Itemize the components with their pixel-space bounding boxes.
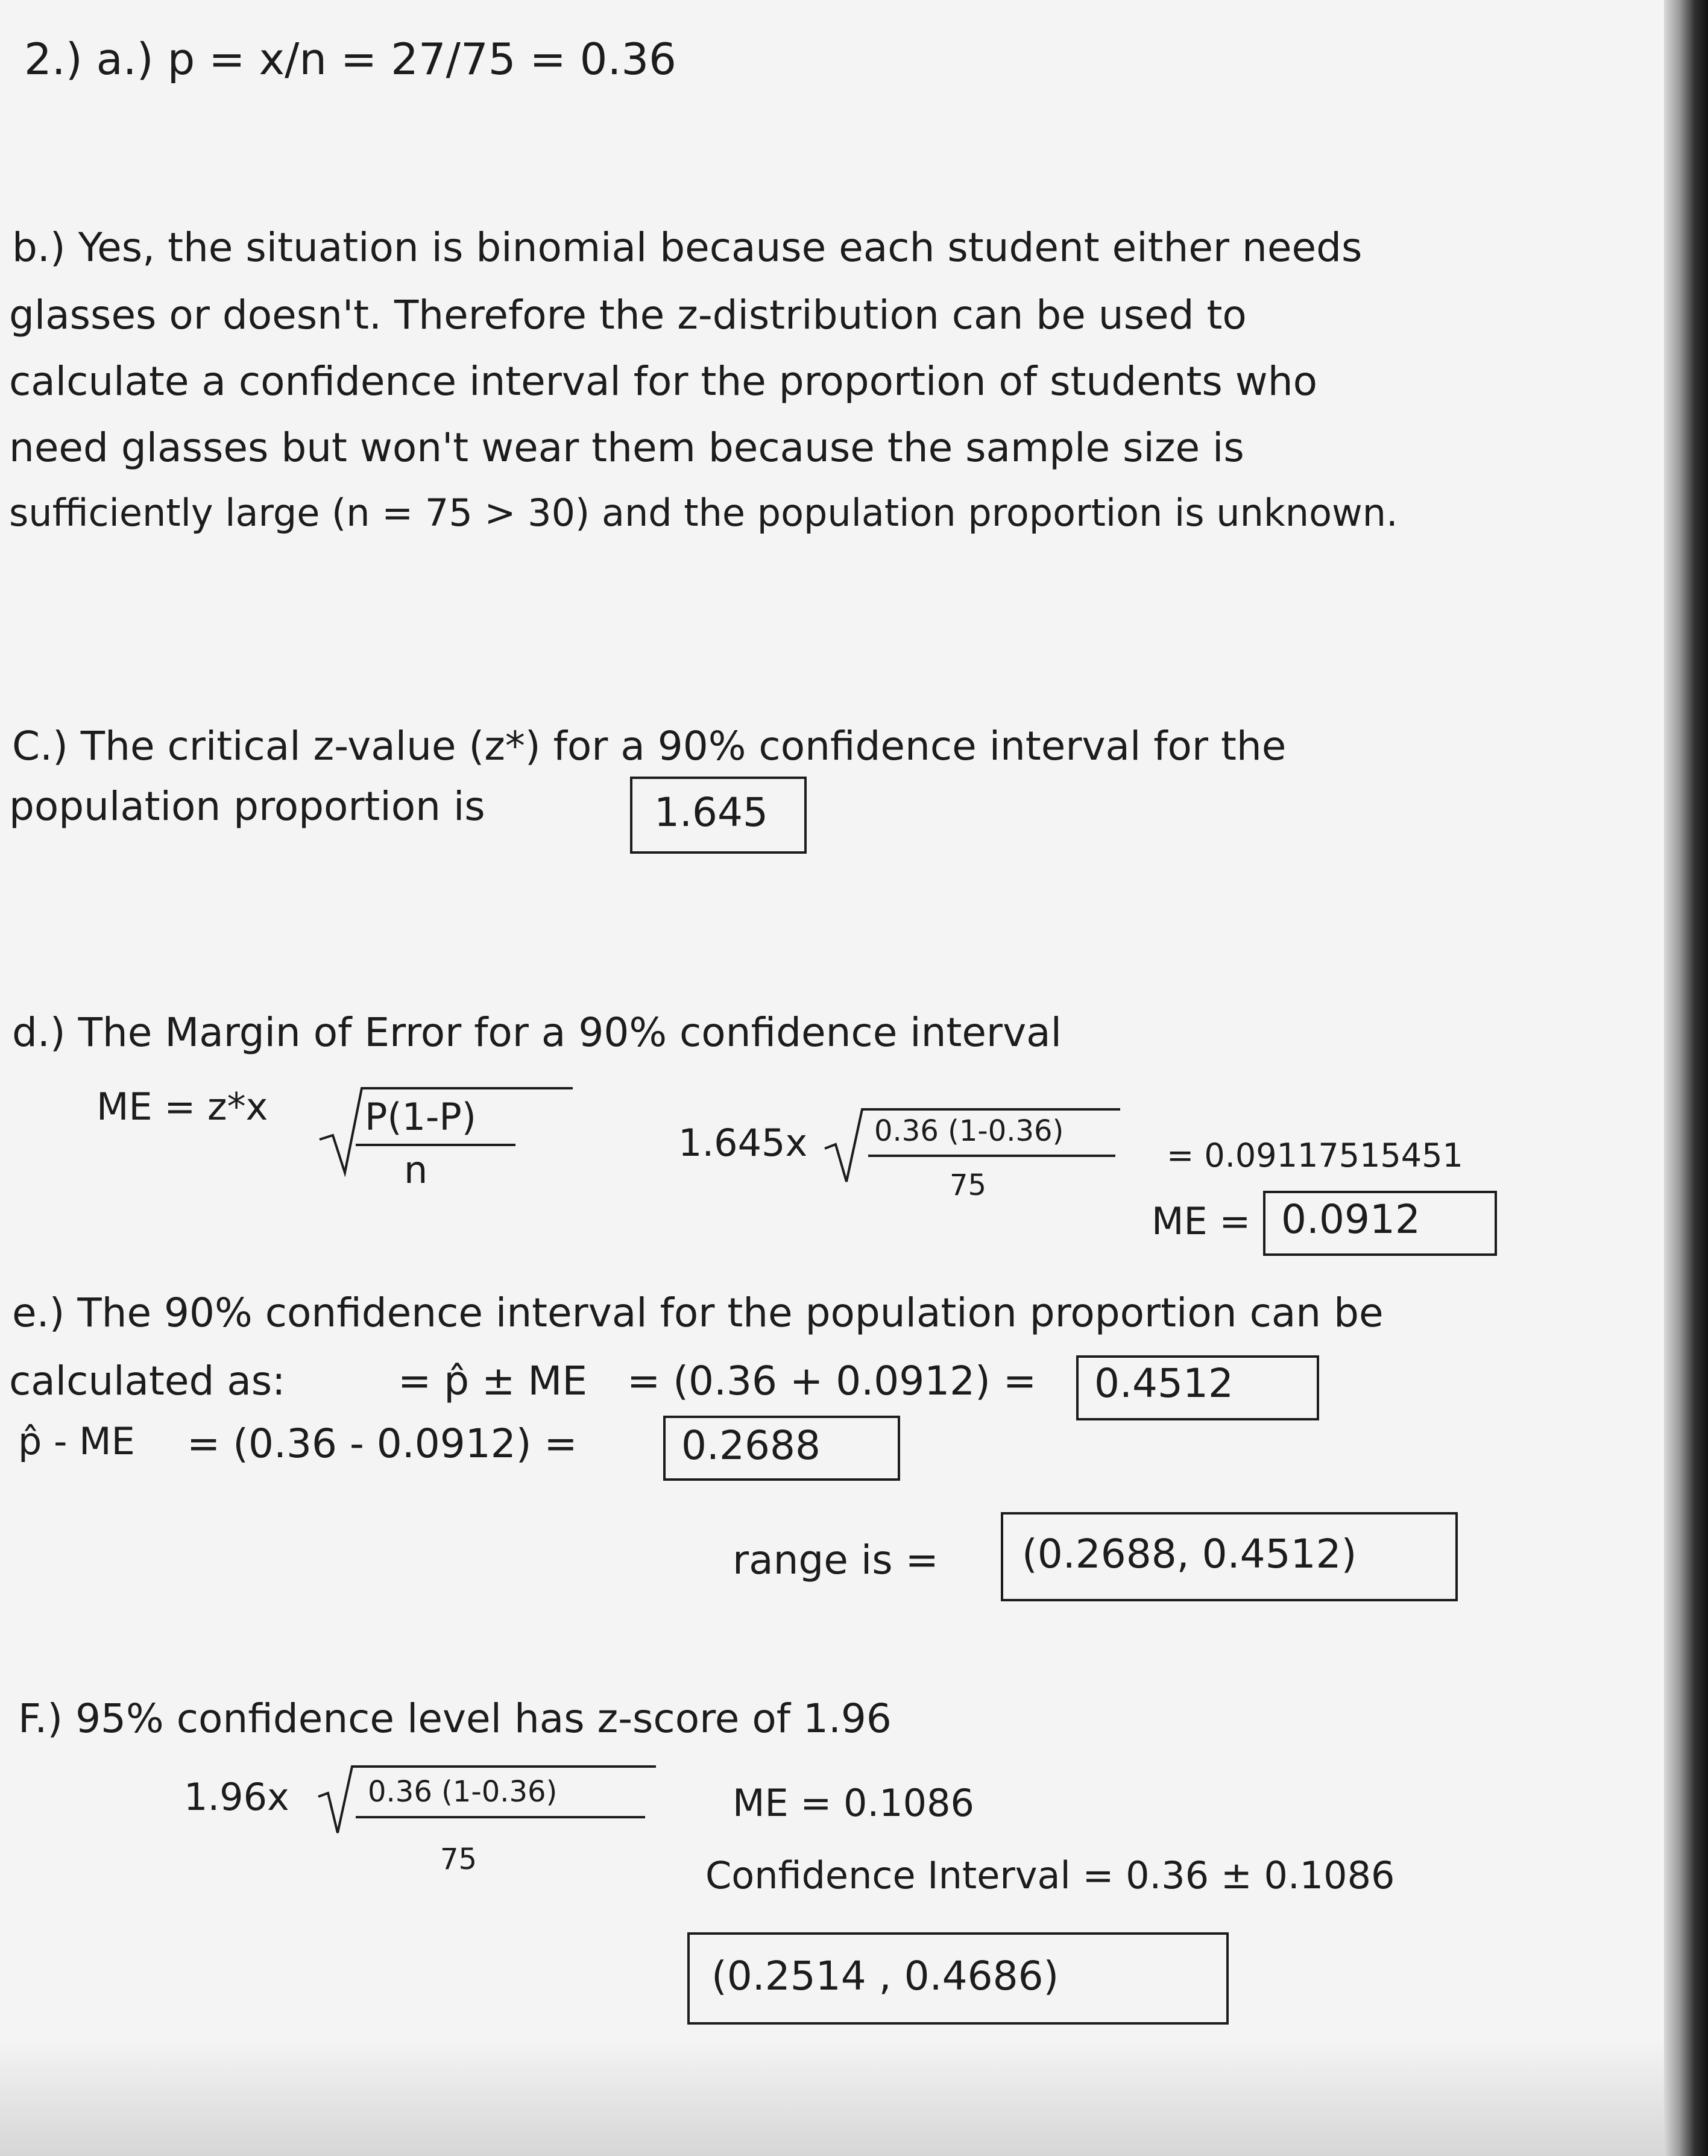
part-d-heading: d.) The Margin of Error for a 90% confidence interval (12, 1009, 1062, 1056)
ci95-me: ME = 0.1086 (733, 1781, 974, 1825)
part-f-line-1: F.) 95% confidence level has z-score of 1.96 (18, 1695, 892, 1742)
part-e-upper-calc: = (0.36 + 0.0912) = (627, 1358, 1037, 1404)
ci95-calc-fraction-bar (356, 1816, 645, 1818)
ci95-calc-numerator: 0.36 (1-0.36) (368, 1775, 558, 1809)
me-calc-fraction-bar (868, 1155, 1115, 1157)
bottom-shadow (0, 2038, 1664, 2156)
part-b-line-5: sufficiently large (n = 75 > 30) and the population proportion is unknown. (9, 491, 1398, 535)
part-e-calculated-as: calculated as: (9, 1358, 286, 1404)
part-b-line-2: glasses or doesn't. Therefore the z-distribution can be used to (9, 292, 1247, 338)
ci95-calc-denominator: 75 (440, 1842, 477, 1876)
me-calc-numerator: 0.36 (1-0.36) (874, 1114, 1064, 1148)
me-formula-numerator: P(1-P) (365, 1095, 476, 1139)
me-formula-fraction-bar (356, 1144, 515, 1146)
me-calc-denominator: 75 (950, 1168, 987, 1202)
part-a-line: 2.) a.) p = x/n = 27/75 = 0.36 (24, 34, 676, 84)
part-c-answer: 1.645 (654, 789, 768, 836)
part-e-lower-calc: = (0.36 - 0.0912) = (187, 1420, 578, 1467)
ci95-calc-coefficient: 1.96x (184, 1775, 289, 1819)
part-e-formula: = p̂ ± ME (398, 1358, 588, 1404)
upper-bound: 0.4512 (1094, 1360, 1234, 1407)
ci95-interval-line: Confidence Interval = 0.36 ± 0.1086 (705, 1853, 1395, 1897)
part-b-line-3: calculate a confidence interval for the proportion of students who (9, 358, 1317, 405)
me-label: ME = (1152, 1199, 1251, 1243)
range-label: range is = (733, 1537, 939, 1583)
me-answer: 0.0912 (1281, 1196, 1420, 1243)
part-b-line-1: b.) Yes, the situation is binomial because each student either needs (12, 224, 1363, 271)
lower-bound: 0.2688 (681, 1422, 821, 1469)
ci95-answer: (0.2514 , 0.4686) (711, 1953, 1059, 1999)
me-calc-coefficient: 1.645x (678, 1121, 808, 1165)
part-e-line-1: e.) The 90% confidence interval for the population proportion can be (12, 1290, 1384, 1336)
me-formula-lhs: ME = z*x (96, 1085, 268, 1129)
range-value: (0.2688, 0.4512) (1022, 1531, 1357, 1577)
part-e-lower-prefix: p̂ - ME (18, 1419, 135, 1463)
part-b-line-4: need glasses but won't wear them because the sample size is (9, 424, 1244, 471)
part-c-line-1: C.) The critical z-value (z*) for a 90% confidence interval for the (12, 723, 1287, 769)
page-edge-shadow (1664, 0, 1708, 2156)
me-result: = 0.09117515451 (1167, 1136, 1463, 1174)
part-c-line-2: population proportion is (9, 783, 485, 830)
me-formula-denominator: n (404, 1148, 428, 1192)
